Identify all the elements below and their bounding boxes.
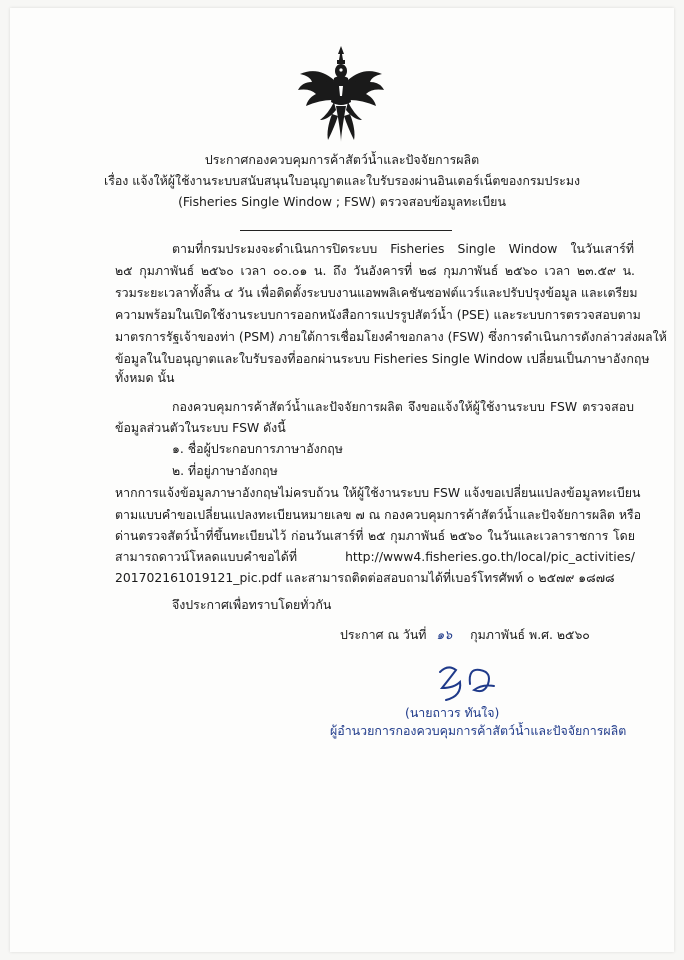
paragraph-line: รวมระยะเวลาทั้งสิ้น ๔ วัน เพื่อติดตั้งระบบงานแอพพลิเคชันซอฟต์แวร์และปรับปรุงข้อมูล และเตรียม <box>115 285 638 300</box>
contact-line: 201702161019121_pic.pdf และสามารถติดต่อสอบถามได้ที่เบอร์โทรศัพท์ ๐ ๒๕๗๙ ๑๘๗๘ <box>115 570 615 585</box>
date-suffix: กุมภาพันธ์ พ.ศ. ๒๕๖๐ <box>470 627 590 642</box>
paragraph-line: กองควบคุมการค้าสัตว์น้ำและปัจจัยการผลิต จึงขอแจ้งให้ผู้ใช้งานระบบ FSW ตรวจสอบ <box>172 399 634 414</box>
signer-name: (นายถาวร ทันใจ) <box>405 705 500 720</box>
paragraph-line: หากการแจ้งข้อมูลภาษาอังกฤษไม่ครบถ้วน ให้ผู้ใช้งานระบบ FSW แจ้งขอเปลี่ยนแปลงข้อมูลทะเบียน <box>115 485 641 500</box>
paragraph-line: ทั้งหมด นั้น <box>115 370 175 385</box>
paragraph-line: มาตรการรัฐเจ้าของท่า (PSM) ภายใต้การเชื่อมโยงคำขอกลาง (FSW) ซึ่งการดำเนินการดังกล่าวส่งผลให้ <box>115 329 667 344</box>
announcement-date <box>340 626 590 644</box>
announcement-subject: เรื่อง แจ้งให้ผู้ใช้งานระบบสนับสนุนใบอนุญาตและใบรับรองผ่านอินเตอร์เน็ตของกรมประมง <box>103 173 581 188</box>
handwritten-signature <box>434 658 498 704</box>
header-divider <box>240 230 452 231</box>
closing-line: จึงประกาศเพื่อทราบโดยทั่วกัน <box>172 597 332 612</box>
date-prefix: ประกาศ ณ วันที่ <box>340 627 427 642</box>
announcement-issuer: ประกาศกองควบคุมการค้าสัตว์น้ำและปัจจัยการผลิต <box>204 152 480 167</box>
paragraph-line: ด่านตรวจสัตว์น้ำที่ขึ้นทะเบียนไว้ ก่อนวันเสาร์ที่ ๒๕ กุมภาพันธ์ ๒๕๖๐ ในวันและเวลาราชการ โดย <box>115 528 635 543</box>
paragraph-line: ๒๕ กุมภาพันธ์ ๒๕๖๐ เวลา ๐๐.๐๑ น. ถึง วันอังคารที่ ๒๘ กุมภาพันธ์ ๒๕๖๐ เวลา ๒๓.๕๙ น. <box>115 263 635 278</box>
paragraph-line: ข้อมูลในใบอนุญาตและใบรับรองที่ออกผ่านระบบ Fisheries Single Window เปลี่ยนเป็นภาษาอังกฤษ <box>115 351 650 366</box>
list-item: ๒. ที่อยู่ภาษาอังกฤษ <box>172 463 278 478</box>
garuda-emblem-icon <box>296 44 386 144</box>
paragraph-line: ตามที่กรมประมงจะดำเนินการปิดระบบ Fisheries Single Window ในวันเสาร์ที่ <box>172 241 634 256</box>
paragraph-line: ข้อมูลส่วนตัวในระบบ FSW ดังนี้ <box>115 420 286 435</box>
document-page <box>10 8 674 952</box>
announcement-subject-cont: (Fisheries Single Window ; FSW) ตรวจสอบข้อมูลทะเบียน <box>178 194 506 209</box>
signer-title: ผู้อำนวยการกองควบคุมการค้าสัตว์น้ำและปัจจัยการผลิต <box>330 723 627 738</box>
date-day: ๑๖ <box>436 627 453 642</box>
list-item: ๑. ชื่อผู้ประกอบการภาษาอังกฤษ <box>172 441 343 456</box>
download-link-line: สามารถดาวน์โหลดแบบคำขอได้ที่ http://www4.fisheries.go.th/local/pic_activities/ <box>115 549 635 564</box>
paragraph-line: ตามแบบคำขอเปลี่ยนแปลงทะเบียนหมายเลข ๗ ณ กองควบคุมการค้าสัตว์น้ำและปัจจัยการผลิต หรือ <box>115 507 642 522</box>
paragraph-line: ความพร้อมในเปิดใช้งานระบบการออกหนังสือการแปรรูปสัตว์น้ำ (PSE) และระบบการตรวจสอบตาม <box>115 307 641 322</box>
